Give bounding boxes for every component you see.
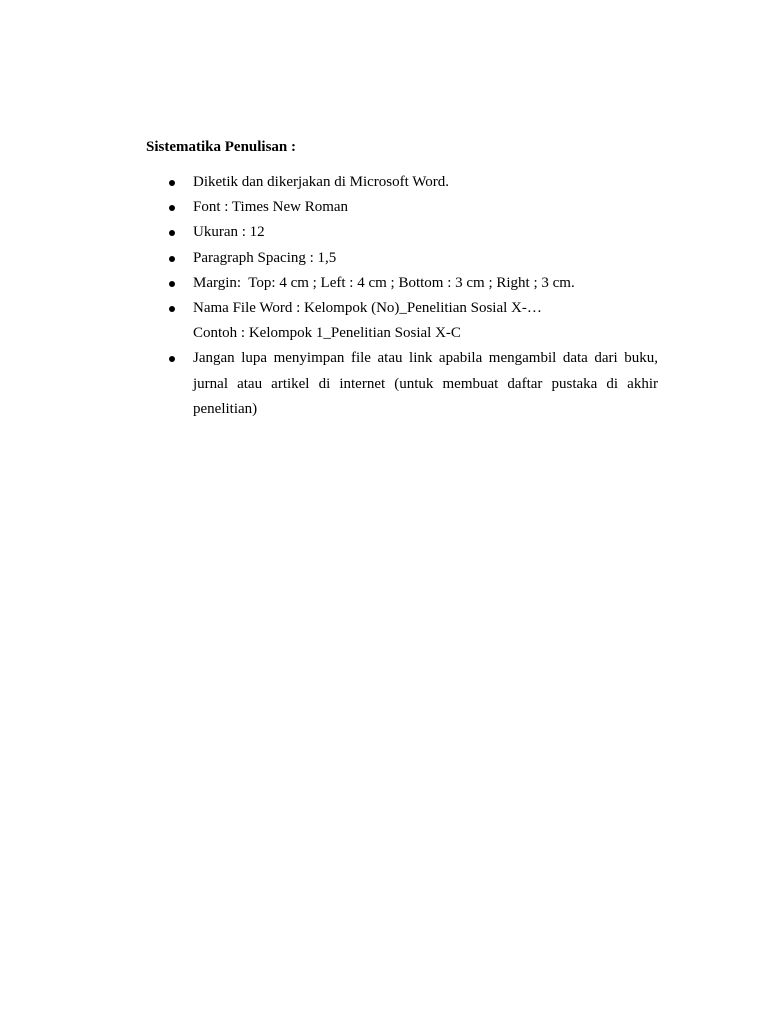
bullet-icon xyxy=(169,230,175,236)
list-item xyxy=(166,195,658,220)
list-item-text: Diketik dan dikerjakan di Microsoft Word. xyxy=(193,174,449,190)
list-item xyxy=(166,246,658,271)
list-item-text: Paragraph Spacing : 1,5 xyxy=(193,249,337,266)
list-item xyxy=(166,220,658,245)
bullet-icon xyxy=(169,281,175,287)
list-item xyxy=(166,271,658,296)
list-item-text: Margin: Top: 4 cm ; Left : 4 cm ; Bottom : 3 cm ; Right ; 3 cm. xyxy=(193,274,575,291)
bullet-icon xyxy=(169,356,175,362)
list-item-text: Ukuran : 12 xyxy=(193,224,265,241)
list-item xyxy=(166,346,658,422)
section-heading: Sistematika Penulisan : xyxy=(146,139,297,155)
list-item-text: Jangan lupa menyimpan file atau link apabila mengambil data dari buku, jurnal atau artikel di internet (untuk membuat daftar pustaka di akhir penelitian) xyxy=(193,350,658,417)
bullet-icon xyxy=(169,306,175,312)
bullet-icon xyxy=(169,205,175,211)
bullet-list xyxy=(166,170,658,422)
list-item-text: Font : Times New Roman xyxy=(193,199,349,216)
bullet-icon xyxy=(169,256,175,262)
list-item xyxy=(166,170,658,195)
list-item xyxy=(166,296,658,346)
list-item-subtext: Contoh : Kelompok 1_Penelitian Sosial X-C xyxy=(193,325,461,342)
bullet-icon xyxy=(169,180,175,186)
list-item-text: Nama File Word : Kelompok (No)_Penelitian Sosial X-… xyxy=(193,300,542,317)
